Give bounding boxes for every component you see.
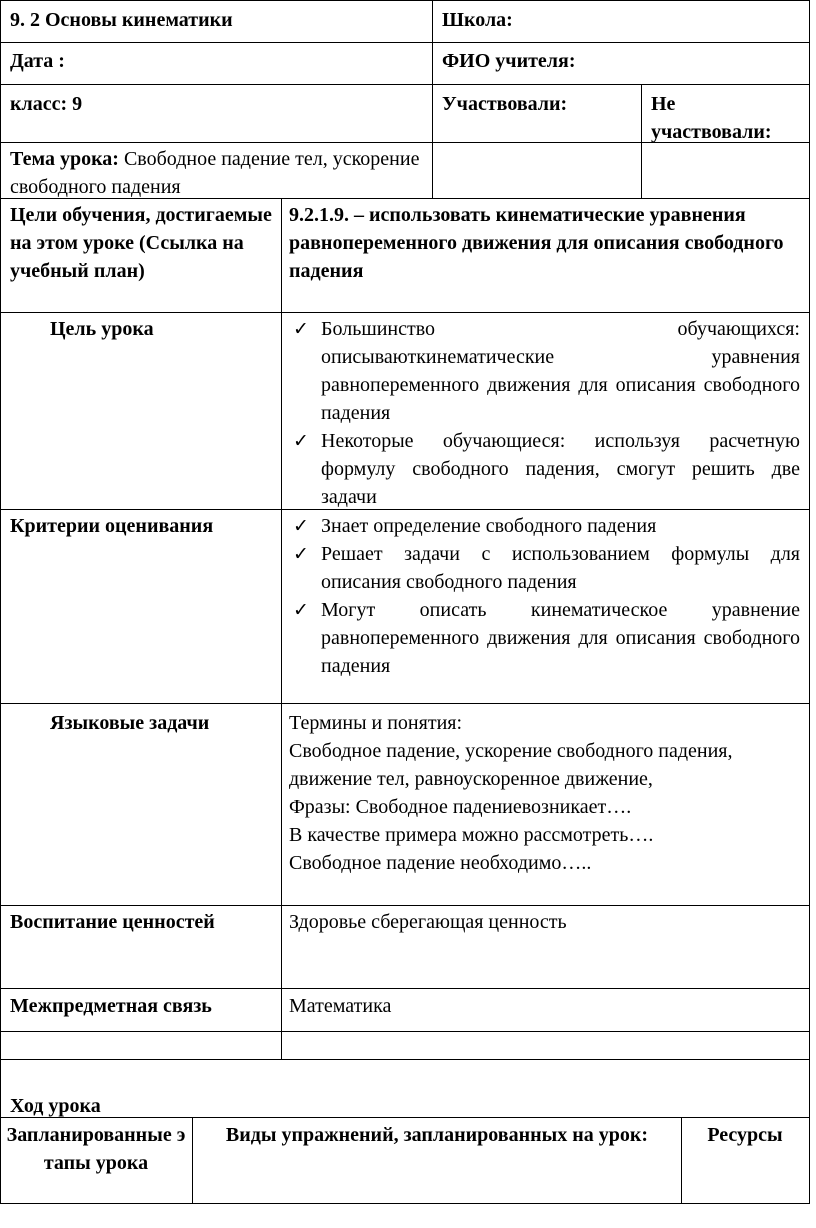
class-label: класс: 9 xyxy=(10,93,83,115)
list-item: ✓ Могут описать кинематическое уравнение равнопеременного движения для описания свободного падения xyxy=(287,596,800,680)
list-item: ✓ Большинство обучающихся: описываюткинематические уравнения равнопеременного движения для описания свободного падения xyxy=(287,315,800,427)
table-border xyxy=(0,312,810,313)
language-line: Фразы: Свободное падениевозникает…. xyxy=(289,796,632,818)
table-border xyxy=(0,703,810,704)
table-border xyxy=(0,1059,810,1060)
language-line: Свободное падение необходимо….. xyxy=(289,852,592,874)
table-border xyxy=(192,1117,193,1203)
lesson-topic xyxy=(10,145,425,201)
lesson-flow-col-resources: Ресурсы xyxy=(707,1124,783,1146)
list-item: ✓ Решает задачи с использованием формулы для описания свободного падения xyxy=(287,540,800,596)
assessment-label: Критерии оценивания xyxy=(10,515,214,537)
table-border xyxy=(681,1117,682,1203)
table-border xyxy=(0,0,1,1204)
table-border xyxy=(0,988,810,989)
lesson-goal-list xyxy=(287,315,800,511)
learning-goals-label: Цели обучения, достигаемые на этом уроке (Ссылка на учебный план) xyxy=(10,204,272,282)
lesson-flow-col-exercises: Виды упражнений, запланированных на урок: xyxy=(225,1124,649,1146)
table-border xyxy=(809,0,810,1204)
cross-subject-value: Математика xyxy=(289,995,392,1017)
values-label: Воспитание ценностей xyxy=(10,911,215,933)
lesson-topic-label: Тема урока: xyxy=(10,148,119,170)
values-value: Здоровье сберегающая ценность xyxy=(289,911,567,933)
not-participated-label: Не участвовали: xyxy=(651,93,772,143)
assessment-list xyxy=(287,512,800,680)
table-border xyxy=(0,1203,810,1204)
language-line: В качестве примера можно рассмотреть…. xyxy=(289,824,654,846)
table-border xyxy=(281,198,282,1059)
table-border xyxy=(0,42,810,43)
table-border xyxy=(0,84,810,85)
table-border xyxy=(641,84,642,198)
language-label: Языковые задачи xyxy=(50,712,210,734)
lesson-topic-value: Свободное падение тел, ускорение свободного падения xyxy=(10,148,420,198)
school-label: Школа: xyxy=(442,9,513,31)
topic-code: 9. 2 Основы кинематики xyxy=(10,9,233,31)
table-border xyxy=(0,905,810,906)
table-border xyxy=(432,0,433,198)
participated-label: Участвовали: xyxy=(442,93,568,115)
date-label: Дата : xyxy=(10,50,65,72)
cross-subject-label: Межпредметная связь xyxy=(10,995,212,1017)
teacher-label: ФИО учителя: xyxy=(442,50,576,72)
list-item: ✓ Некоторые обучающиеся: используя расчетную формулу свободного падения, смогут решить две задачи xyxy=(287,427,800,511)
language-line: Термины и понятия: xyxy=(289,712,463,734)
lesson-flow-title: Ход урока xyxy=(10,1095,101,1117)
lesson-goal-label: Цель урока xyxy=(50,318,154,340)
language-content xyxy=(289,709,749,877)
table-border xyxy=(0,0,810,1)
lesson-flow-col-stages: Запланированные этапы урока xyxy=(6,1124,186,1174)
language-line: Свободное падение, ускорение свободного падения, движение тел, равноускоренное движение, xyxy=(289,740,733,790)
table-border xyxy=(0,1031,810,1032)
list-item: ✓ Знает определение свободного падения xyxy=(287,512,800,540)
learning-goals-value: 9.2.1.9. – использовать кинематические уравнения равнопеременного движения для описания свободного падения xyxy=(289,204,784,282)
